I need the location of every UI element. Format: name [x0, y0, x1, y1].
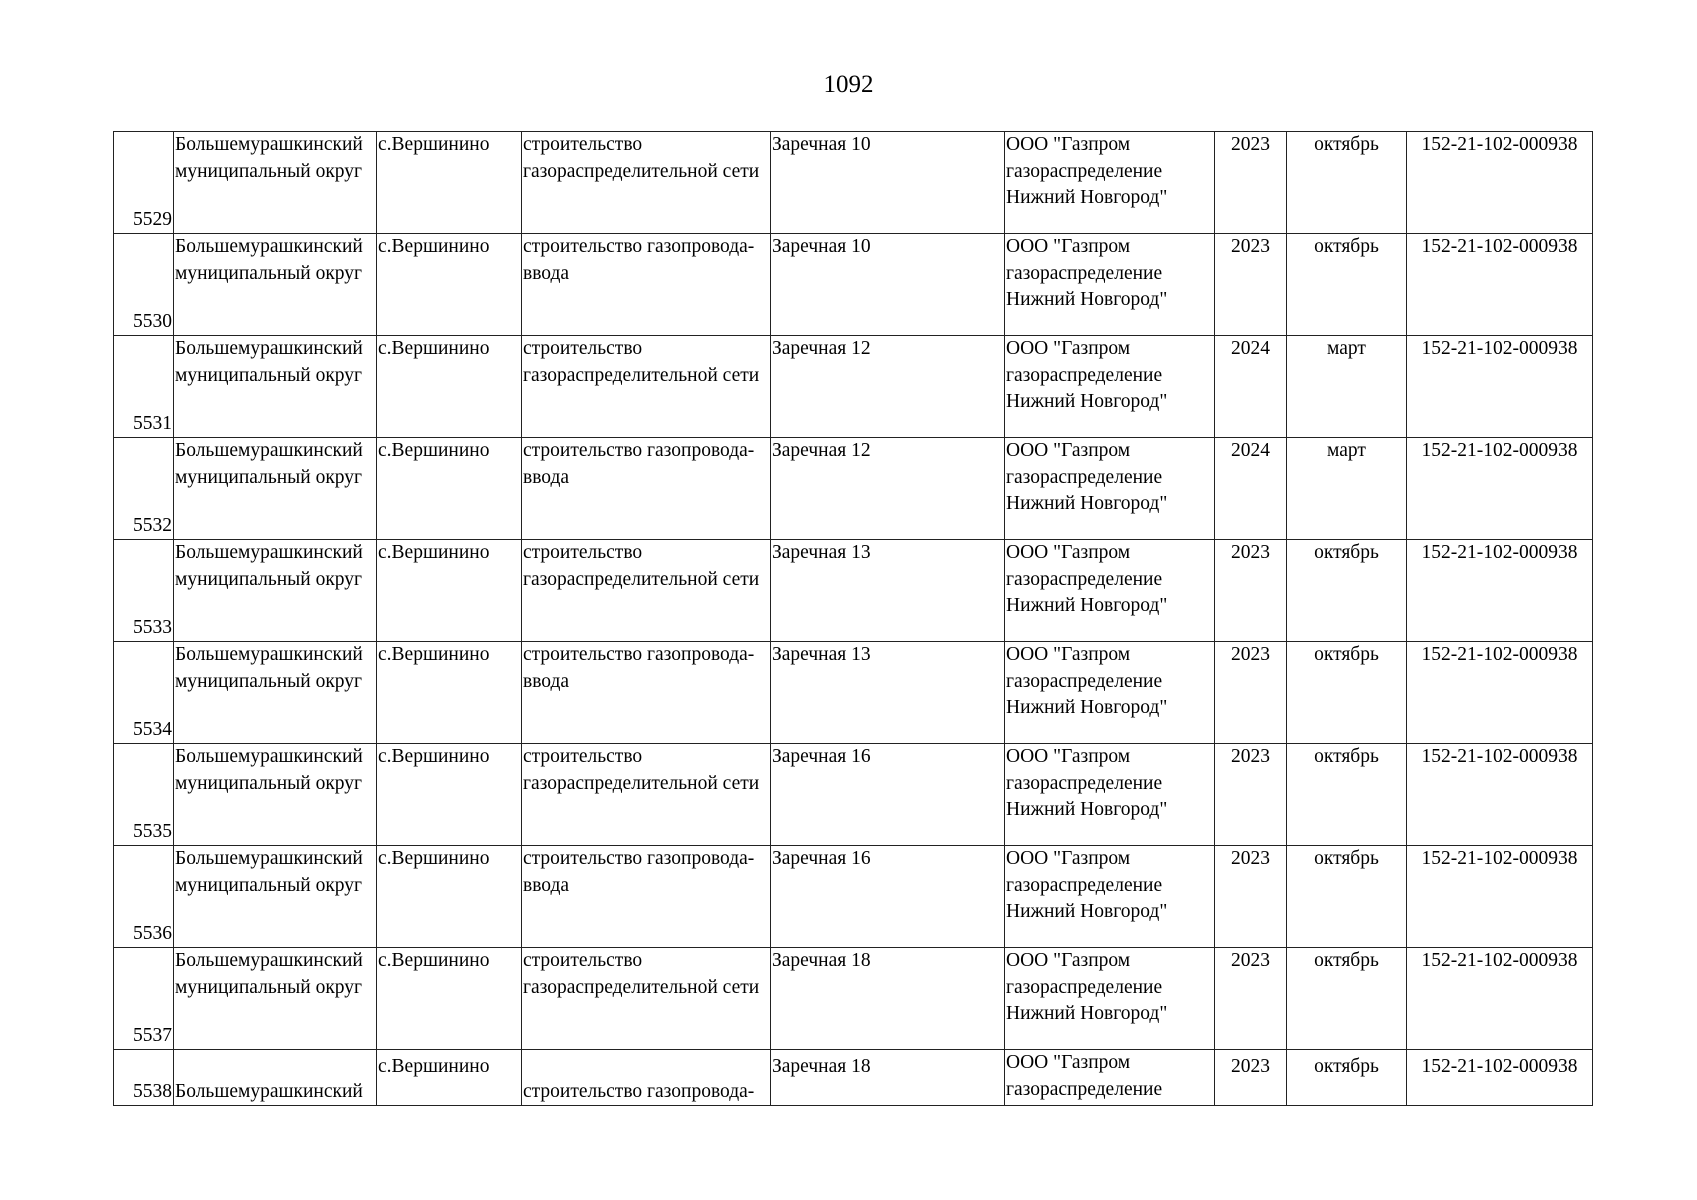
cell-district: [174, 132, 377, 234]
cell-organization-line: ООО "Газпром: [1006, 440, 1131, 461]
cell-work-type-line: ввода: [523, 262, 570, 284]
cell-month: октябрь: [1287, 846, 1407, 948]
cell-village: с.Вершинино: [377, 438, 522, 540]
cell-village: с.Вершинино: [377, 846, 522, 948]
cell-work-type: [522, 234, 771, 336]
cell-district-line: муниципальный округ: [175, 160, 363, 182]
cell-district-line: муниципальный округ: [175, 976, 363, 998]
table-row: [114, 132, 1593, 234]
cell-village: с.Вершинино: [377, 540, 522, 642]
cell-month: октябрь: [1287, 642, 1407, 744]
cell-organization-line: Нижний Новгород": [1006, 391, 1168, 412]
cell-organization-line: ООО "Газпром: [1006, 134, 1131, 155]
cell-number: 5537: [114, 948, 174, 1050]
cell-organization-line: газораспределение: [1006, 364, 1163, 386]
cell-street: Заречная 13: [771, 642, 1005, 744]
cell-village: с.Вершинино: [377, 336, 522, 438]
cell-year: 2023: [1215, 642, 1287, 744]
cell-district-line: Большемурашкинский: [175, 950, 363, 971]
cell-organization-line: Нижний Новгород": [1006, 799, 1168, 820]
cell-organization: [1005, 642, 1215, 744]
cell-work-type-line: строительство газопровода-: [523, 236, 755, 257]
cell-organization-line: ООО "Газпром: [1006, 644, 1131, 665]
cell-work-type-line: строительство газопровода-: [523, 1080, 755, 1102]
table-row: [114, 1050, 1593, 1106]
cell-work-type-line: строительство газопровода-: [523, 848, 755, 869]
cell-work-type-line: газораспределительной сети: [523, 772, 760, 794]
cell-street: Заречная 12: [771, 438, 1005, 540]
cell-month: март: [1287, 336, 1407, 438]
cell-organization-line: газораспределение: [1006, 874, 1163, 896]
cell-organization-line: ООО "Газпром: [1006, 338, 1131, 359]
cell-code: 152-21-102-000938: [1407, 846, 1593, 948]
cell-district-line: Большемурашкинский: [175, 440, 363, 461]
cell-district: [174, 744, 377, 846]
cell-work-type-line: строительство газопровода-: [523, 440, 755, 461]
cell-work-type: [522, 1050, 771, 1106]
cell-work-type: [522, 948, 771, 1050]
cell-street: Заречная 13: [771, 540, 1005, 642]
cell-organization: [1005, 132, 1215, 234]
cell-district: [174, 438, 377, 540]
cell-district-line: Большемурашкинский: [175, 1080, 363, 1102]
cell-organization-line: Нижний Новгород": [1006, 493, 1168, 514]
cell-code: 152-21-102-000938: [1407, 540, 1593, 642]
cell-organization: [1005, 234, 1215, 336]
cell-year: 2023: [1215, 540, 1287, 642]
cell-work-type-line: газораспределительной сети: [523, 976, 760, 998]
cell-organization-line: Нижний Новгород": [1006, 1003, 1168, 1024]
cell-organization: [1005, 540, 1215, 642]
cell-number: 5529: [114, 132, 174, 234]
cell-street: Заречная 10: [771, 132, 1005, 234]
cell-district: [174, 642, 377, 744]
cell-organization-line: ООО "Газпром: [1006, 950, 1131, 971]
table-row: [114, 744, 1593, 846]
cell-code: 152-21-102-000938: [1407, 1050, 1593, 1106]
cell-organization: [1005, 948, 1215, 1050]
table-row: [114, 846, 1593, 948]
cell-organization-line: ООО "Газпром: [1006, 848, 1131, 869]
cell-year: 2023: [1215, 234, 1287, 336]
cell-village: с.Вершинино: [377, 642, 522, 744]
cell-number: 5533: [114, 540, 174, 642]
cell-organization: [1005, 1050, 1215, 1106]
cell-organization-line: ООО "Газпром: [1006, 746, 1131, 767]
cell-organization-line: Нижний Новгород": [1006, 289, 1168, 310]
cell-work-type-line: строительство: [523, 134, 643, 155]
cell-month: октябрь: [1287, 540, 1407, 642]
cell-work-type: [522, 846, 771, 948]
cell-month: октябрь: [1287, 948, 1407, 1050]
cell-month: октябрь: [1287, 744, 1407, 846]
cell-organization-line: ООО "Газпром: [1006, 542, 1131, 563]
cell-work-type-line: строительство: [523, 746, 643, 767]
cell-number: 5535: [114, 744, 174, 846]
cell-district: [174, 948, 377, 1050]
cell-number: 5536: [114, 846, 174, 948]
table-row: [114, 234, 1593, 336]
cell-organization-line: газораспределение: [1006, 160, 1163, 182]
cell-organization-line: газораспределение: [1006, 1078, 1163, 1100]
cell-street: Заречная 10: [771, 234, 1005, 336]
cell-work-type-line: строительство: [523, 338, 643, 359]
cell-code: 152-21-102-000938: [1407, 744, 1593, 846]
cell-code: 152-21-102-000938: [1407, 336, 1593, 438]
cell-organization-line: ООО "Газпром: [1006, 236, 1131, 257]
cell-district-line: Большемурашкинский: [175, 848, 363, 869]
cell-work-type: [522, 642, 771, 744]
cell-work-type: [522, 744, 771, 846]
cell-district: [174, 336, 377, 438]
cell-district: [174, 540, 377, 642]
cell-number: 5530: [114, 234, 174, 336]
cell-code: 152-21-102-000938: [1407, 132, 1593, 234]
cell-district-line: муниципальный округ: [175, 364, 363, 386]
cell-street: Заречная 18: [771, 1050, 1005, 1106]
cell-work-type-line: ввода: [523, 466, 570, 488]
cell-work-type-line: строительство: [523, 542, 643, 563]
cell-district: [174, 1050, 377, 1106]
cell-district-line: муниципальный округ: [175, 874, 363, 896]
cell-code: 152-21-102-000938: [1407, 438, 1593, 540]
table-row: [114, 438, 1593, 540]
cell-work-type: [522, 132, 771, 234]
cell-organization-line: газораспределение: [1006, 670, 1163, 692]
cell-year: 2023: [1215, 744, 1287, 846]
cell-work-type-line: строительство: [523, 950, 643, 971]
registry-table: [113, 131, 1593, 1106]
cell-organization-line: Нижний Новгород": [1006, 901, 1168, 922]
cell-work-type-line: строительство газопровода-: [523, 644, 755, 665]
cell-work-type-line: ввода: [523, 874, 570, 896]
cell-district-line: муниципальный округ: [175, 670, 363, 692]
cell-work-type-line: газораспределительной сети: [523, 568, 760, 590]
cell-street: Заречная 18: [771, 948, 1005, 1050]
cell-district: [174, 846, 377, 948]
cell-district-line: муниципальный округ: [175, 262, 363, 284]
cell-work-type-line: газораспределительной сети: [523, 364, 760, 386]
cell-year: 2023: [1215, 1050, 1287, 1106]
cell-street: Заречная 12: [771, 336, 1005, 438]
table-row: [114, 642, 1593, 744]
cell-organization: [1005, 336, 1215, 438]
cell-district-line: муниципальный округ: [175, 466, 363, 488]
cell-number: 5538: [114, 1050, 174, 1106]
registry-table-body: [114, 132, 1593, 1106]
cell-organization-line: Нижний Новгород": [1006, 697, 1168, 718]
cell-year: 2023: [1215, 948, 1287, 1050]
cell-organization-line: Нижний Новгород": [1006, 595, 1168, 616]
cell-year: 2024: [1215, 438, 1287, 540]
cell-code: 152-21-102-000938: [1407, 948, 1593, 1050]
cell-organization-line: Нижний Новгород": [1006, 187, 1168, 208]
cell-work-type: [522, 540, 771, 642]
cell-month: октябрь: [1287, 132, 1407, 234]
cell-year: 2023: [1215, 846, 1287, 948]
cell-organization-line: газораспределение: [1006, 466, 1163, 488]
cell-organization-line: газораспределение: [1006, 568, 1163, 590]
cell-district-line: Большемурашкинский: [175, 542, 363, 563]
cell-district-line: муниципальный округ: [175, 772, 363, 794]
cell-village: с.Вершинино: [377, 234, 522, 336]
cell-work-type: [522, 438, 771, 540]
cell-organization: [1005, 744, 1215, 846]
cell-village: с.Вершинино: [377, 132, 522, 234]
page-number: 1092: [823, 71, 874, 98]
cell-organization-line: ООО "Газпром: [1006, 1052, 1131, 1073]
cell-village: с.Вершинино: [377, 948, 522, 1050]
cell-work-type: [522, 336, 771, 438]
cell-district-line: Большемурашкинский: [175, 644, 363, 665]
cell-district: [174, 234, 377, 336]
cell-number: 5534: [114, 642, 174, 744]
cell-month: март: [1287, 438, 1407, 540]
cell-code: 152-21-102-000938: [1407, 234, 1593, 336]
cell-district-line: Большемурашкинский: [175, 338, 363, 359]
cell-work-type-line: ввода: [523, 670, 570, 692]
cell-year: 2024: [1215, 336, 1287, 438]
cell-number: 5532: [114, 438, 174, 540]
cell-street: Заречная 16: [771, 846, 1005, 948]
cell-work-type-line: газораспределительной сети: [523, 160, 760, 182]
cell-organization: [1005, 846, 1215, 948]
table-row: [114, 540, 1593, 642]
cell-organization: [1005, 438, 1215, 540]
cell-year: 2023: [1215, 132, 1287, 234]
cell-district-line: муниципальный округ: [175, 568, 363, 590]
cell-district-line: Большемурашкинский: [175, 746, 363, 767]
table-row: [114, 948, 1593, 1050]
cell-district-line: Большемурашкинский: [175, 236, 363, 257]
cell-month: октябрь: [1287, 1050, 1407, 1106]
cell-organization-line: газораспределение: [1006, 262, 1163, 284]
cell-code: 152-21-102-000938: [1407, 642, 1593, 744]
cell-village: с.Вершинино: [377, 744, 522, 846]
cell-district-line: Большемурашкинский: [175, 134, 363, 155]
table-row: [114, 336, 1593, 438]
cell-organization-line: газораспределение: [1006, 772, 1163, 794]
cell-organization-line: газораспределение: [1006, 976, 1163, 998]
cell-number: 5531: [114, 336, 174, 438]
cell-street: Заречная 16: [771, 744, 1005, 846]
cell-month: октябрь: [1287, 234, 1407, 336]
cell-village: с.Вершинино: [377, 1050, 522, 1106]
